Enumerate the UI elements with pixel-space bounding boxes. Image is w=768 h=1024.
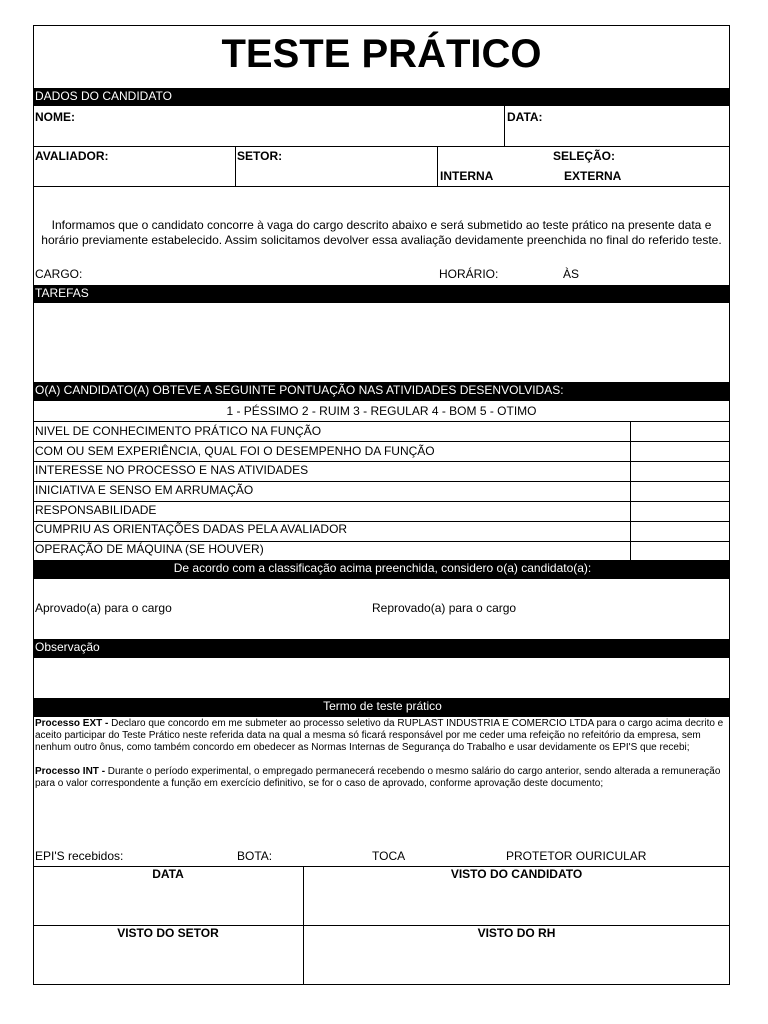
term-ext-title: Processo EXT -: [35, 718, 109, 729]
criterion-score-input[interactable]: [632, 482, 729, 500]
criterion-label: COM OU SEM EXPERIÊNCIA, QUAL FOI O DESEMPENHO DA FUNÇÃO: [35, 444, 435, 458]
page-title: TESTE PRÁTICO: [221, 32, 542, 76]
sector-label: SETOR:: [237, 149, 283, 163]
criterion-score-input[interactable]: [632, 542, 729, 560]
criterion-label: NIVEL DE CONHECIMENTO PRÁTICO NA FUNÇÃO: [35, 424, 322, 438]
observation-header: Observação: [33, 639, 730, 658]
term-ext-text: Declaro que concordo em me submeter ao processo seletivo da RUPLAST INDUSTRIA E COMERCIO LTDA para o cargo acima decrito e aceito participar do Teste Prático neste referida data na qual a mesma só ficará responsável por me ceder uma refeição no refeitório da empresa, sem nenhum outro ônus, como também concordo em obedecer as Normas Internas de Segurança do Trabalho e usar devidamente os EPI'S que recebi;: [35, 718, 724, 753]
term-int-paragraph: [35, 766, 726, 790]
epi-ear-protector-label: PROTETOR OURICULAR: [506, 849, 647, 863]
divider: [33, 501, 730, 502]
name-label: NOME:: [35, 110, 75, 124]
criterion-label: INTERESSE NO PROCESSO E NAS ATIVIDADES: [35, 463, 309, 477]
approved-option[interactable]: Aprovado(a) para o cargo: [35, 601, 172, 615]
intro-paragraph: Informamos que o candidato concorre à vaga do cargo descrito abaixo e será submetido ao teste prático na presente data e horário previamente estabelecido. Assim solicitamos devolver essa avaliação devidamente preenchida no final do referido teste.: [41, 218, 722, 247]
term-int-title: Processo INT -: [35, 766, 106, 777]
signature-hr-field[interactable]: [305, 943, 729, 983]
classification-header: De acordo com a classificação acima preenchida, considero o(a) candidato(a):: [33, 560, 730, 579]
evaluator-label: AVALIADOR:: [35, 149, 109, 163]
criterion-score-input[interactable]: [632, 442, 729, 460]
candidate-section-header: DADOS DO CANDIDATO: [33, 88, 730, 106]
epi-boot-label: BOTA:: [237, 849, 273, 863]
divider: [504, 106, 505, 146]
divider: [437, 146, 438, 186]
score-section-header: O(A) CANDIDATO(A) OBTEVE A SEGUINTE PONTUAÇÃO NAS ATIVIDADES DESENVOLVIDAS:: [33, 382, 730, 401]
epi-cap-label: TOCA: [372, 849, 406, 863]
score-scale: 1 - PÉSSIMO 2 - RUIM 3 - REGULAR 4 - BOM 5 - OTIMO: [226, 404, 537, 418]
name-field[interactable]: [80, 107, 503, 145]
criterion-label: OPERAÇÃO DE MÁQUINA (SE HOUVER): [35, 542, 264, 556]
criterion-score-input[interactable]: [632, 422, 729, 440]
criterion-label: INICIATIVA E SENSO EM ARRUMAÇÃO: [35, 483, 254, 497]
selection-external-option[interactable]: EXTERNA: [564, 169, 622, 183]
divider: [33, 186, 730, 187]
rejected-option[interactable]: Reprovado(a) para o cargo: [372, 601, 517, 615]
criterion-score-input[interactable]: [632, 502, 729, 520]
criterion-score-input[interactable]: [632, 462, 729, 480]
time-start-field[interactable]: [505, 265, 560, 283]
term-ext-paragraph: [35, 718, 726, 754]
term-int-text: Durante o período experimental, o empregado permanecerá recebendo o mesmo salário do cargo anterior, sendo alterada a remuneração para o valor correspondente a função em exercício definitivo, se for o caso de aprovado, conforme aprovação deste documento;: [35, 766, 721, 789]
tasks-field[interactable]: [34, 304, 729, 382]
divider: [33, 461, 730, 462]
divider: [33, 481, 730, 482]
position-field[interactable]: [90, 265, 430, 283]
selection-label: SELEÇÃO:: [553, 149, 616, 163]
signature-hr-label: VISTO DO RH: [477, 926, 556, 940]
criterion-score-input[interactable]: [632, 522, 729, 540]
evaluator-field[interactable]: [34, 165, 234, 185]
divider: [33, 441, 730, 442]
observation-field[interactable]: [34, 659, 729, 697]
signature-date-label: DATA: [152, 867, 184, 881]
signature-sector-label: VISTO DO SETOR: [117, 926, 219, 940]
divider: [33, 146, 730, 147]
position-label: CARGO:: [35, 267, 83, 281]
signature-date-field[interactable]: [34, 884, 302, 924]
epi-label: EPI'S recebidos:: [35, 849, 124, 863]
signature-sector-field[interactable]: [34, 943, 302, 983]
time-end-field[interactable]: [585, 265, 725, 283]
date-label: DATA:: [507, 110, 543, 124]
date-field[interactable]: [550, 107, 728, 145]
criterion-label: RESPONSABILIDADE: [35, 503, 157, 517]
criterion-label: CUMPRIU AS ORIENTAÇÕES DADAS PELA AVALIADOR: [35, 522, 348, 536]
divider: [33, 421, 730, 422]
sector-field[interactable]: [236, 165, 436, 185]
selection-internal-option[interactable]: INTERNA: [440, 169, 494, 183]
time-label: HORÁRIO:: [439, 267, 499, 281]
signature-candidate-label: VISTO DO CANDIDATO: [450, 867, 583, 881]
term-header: Termo de teste prático: [33, 698, 730, 717]
until-label: ÀS: [563, 267, 580, 281]
tasks-header: TAREFAS: [33, 285, 730, 303]
signature-candidate-field[interactable]: [305, 884, 729, 924]
